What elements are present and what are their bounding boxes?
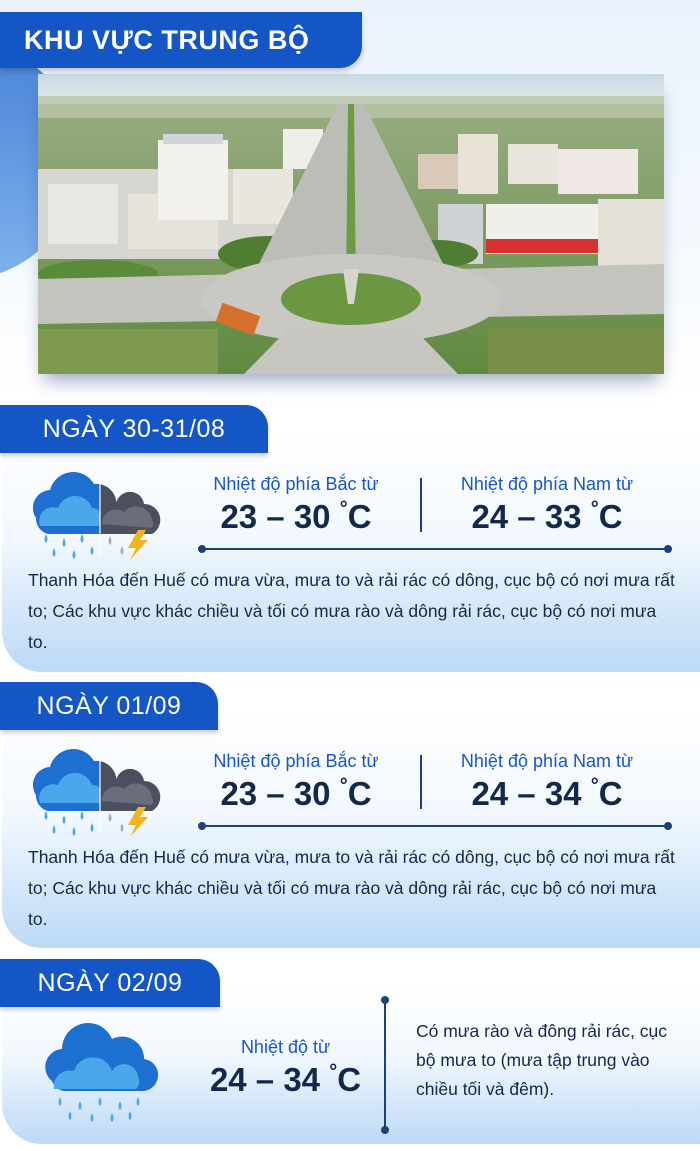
- temp-divider: [420, 755, 422, 809]
- north-temp-range: 23 – 30: [220, 775, 331, 812]
- date-tab-3: [0, 959, 220, 1007]
- storm-cloud-icon: [26, 737, 166, 842]
- degree-symbol: °: [590, 498, 599, 520]
- date-label: NGÀY 30-31/08: [42, 414, 226, 443]
- city-photo: [38, 74, 664, 374]
- date-tab-1: [0, 405, 268, 453]
- divider-dot-right: [664, 545, 672, 553]
- temp-label: Nhiệt độ từ: [240, 1037, 331, 1057]
- north-temp-value: [198, 498, 394, 536]
- temp-value: [198, 1061, 373, 1099]
- rain-cloud-icon: [38, 1015, 163, 1130]
- north-temp-value: [198, 775, 394, 813]
- page-title: KHU VỰC TRUNG BỘ: [24, 24, 310, 55]
- unit-letter: C: [598, 775, 623, 812]
- degree-symbol: °: [329, 1061, 338, 1083]
- divider-dot-bottom: [381, 1126, 389, 1134]
- forecast-description: Có mưa rào và đông rải rác, cục bộ mưa to (mưa tập trung vào chiều tối và đêm).: [416, 1021, 667, 1099]
- horizontal-divider: [202, 548, 670, 550]
- horizontal-divider: [202, 825, 670, 827]
- degree-symbol: °: [339, 498, 348, 520]
- vertical-divider: [384, 1000, 386, 1128]
- storm-cloud-icon: [26, 460, 166, 565]
- south-temp-range: 24 – 33: [471, 498, 582, 535]
- date-tab-2: [0, 682, 218, 730]
- unit-letter: C: [337, 1061, 362, 1098]
- south-temp-label: Nhiệt độ phía Nam từ: [460, 751, 634, 771]
- unit-letter: C: [347, 775, 372, 812]
- divider-dot-right: [664, 822, 672, 830]
- unit-letter: C: [598, 498, 623, 535]
- south-temp-value: [440, 775, 654, 813]
- forecast-description: Thanh Hóa đến Huế có mưa vừa, mưa to và rải rác có dông, cục bộ có nơi mưa rất to; Các khu vực khác chiều và tối có mưa rào và dông rải rác, cục bộ có nơi mưa to.: [28, 570, 675, 652]
- date-label: NGÀY 02/09: [37, 968, 183, 997]
- degree-symbol: °: [339, 775, 348, 797]
- north-temp-label: Nhiệt độ phía Bắc từ: [213, 474, 379, 494]
- north-temp-label: Nhiệt độ phía Bắc từ: [213, 751, 379, 771]
- temp-divider: [420, 478, 422, 532]
- south-temp-range: 24 – 34: [471, 775, 582, 812]
- date-label: NGÀY 01/09: [36, 691, 182, 720]
- south-temp-label: Nhiệt độ phía Nam từ: [460, 474, 634, 494]
- forecast-description: Thanh Hóa đến Huế có mưa vừa, mưa to và rải rác có dông, cục bộ có nơi mưa rất to; Các khu vực khác chiều và tối có mưa rào và dông rải rác, cục bộ có nơi mưa to.: [28, 847, 675, 929]
- unit-letter: C: [347, 498, 372, 535]
- degree-symbol: °: [590, 775, 599, 797]
- region-title-banner: [0, 12, 362, 68]
- aerial-city-roundabout-image: [38, 74, 664, 374]
- temp-range: 24 – 34: [209, 1061, 321, 1098]
- south-temp-value: [440, 498, 654, 536]
- north-temp-range: 23 – 30: [220, 498, 331, 535]
